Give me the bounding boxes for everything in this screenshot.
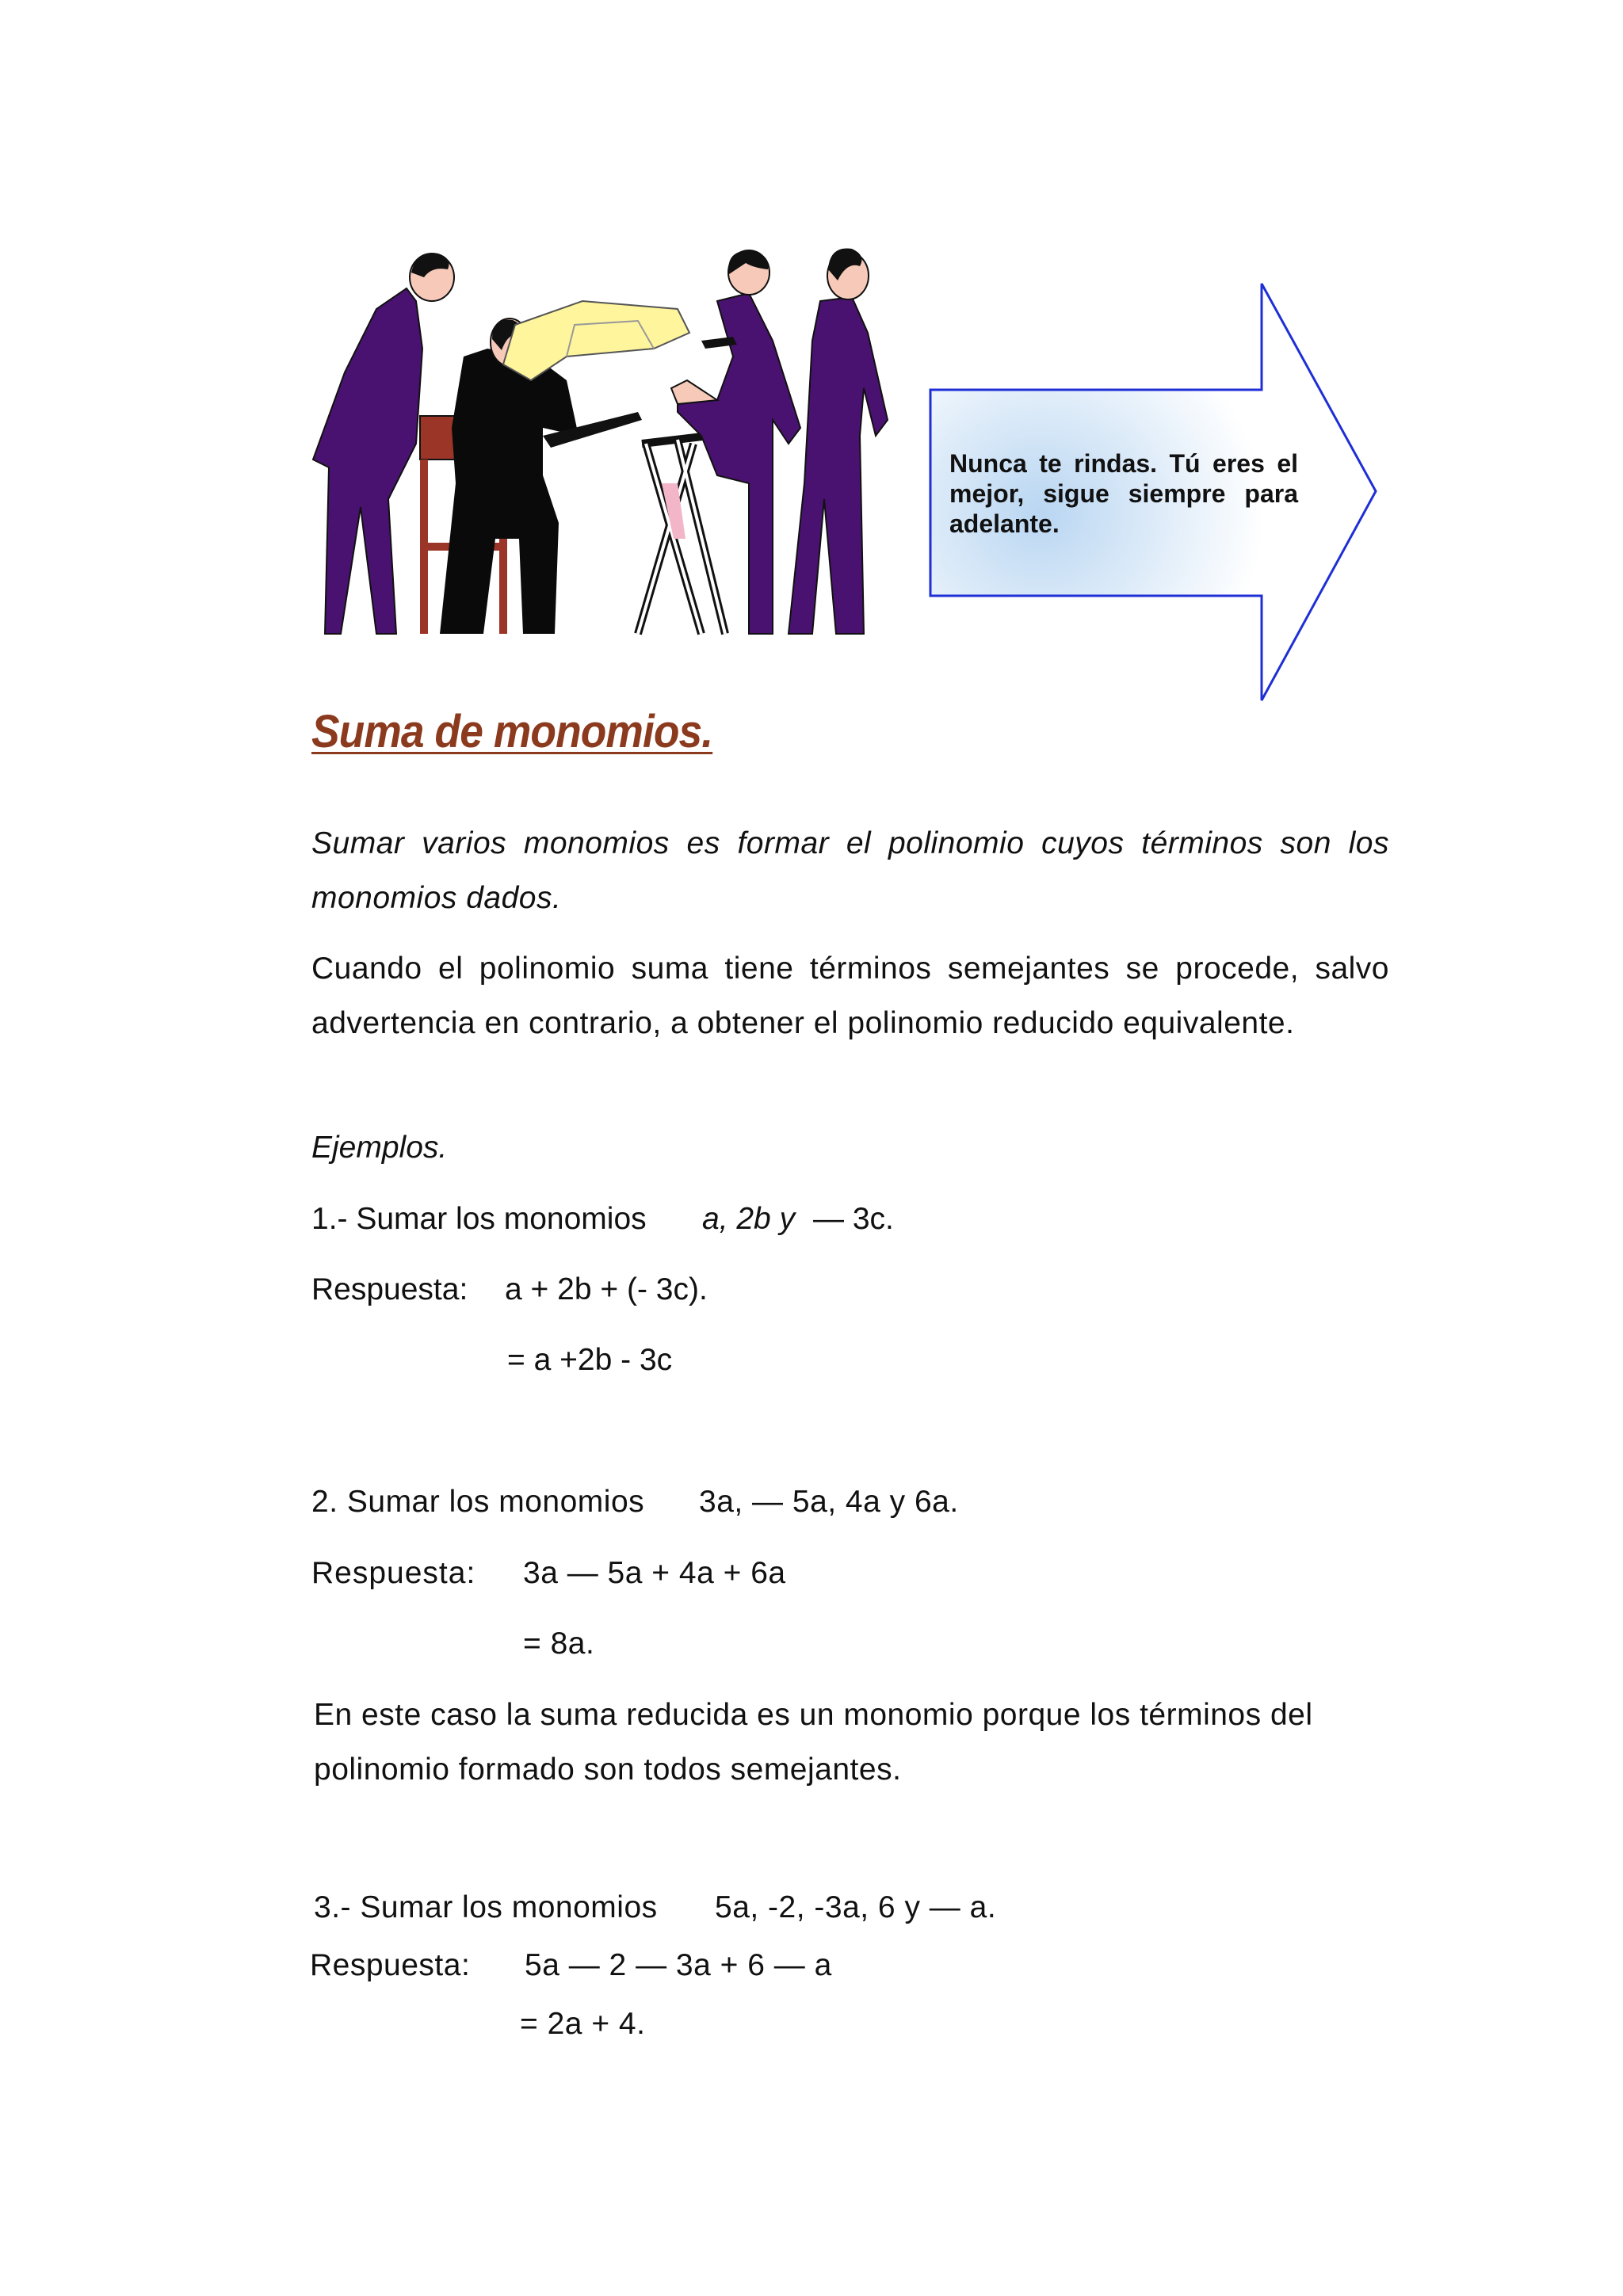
example2-step1: 3a — 5a + 4a + 6a [523,1556,786,1590]
example1-step1: a + 2b + (- 3c). [505,1272,708,1306]
examples-heading: Ejemplos. [311,1131,448,1165]
example1-answer-label: Respuesta: [311,1272,468,1306]
example2-terms: 3a, — 5a, 4a y 6a. [699,1485,959,1519]
example3-answer-label: Respuesta: [310,1948,471,1982]
standing-man-right-figure [789,249,888,634]
example1-prompt: 1.- Sumar los monomios [311,1202,647,1236]
bending-man-figure [671,250,800,634]
example3-prompt: 3.- Sumar los monomios [314,1890,658,1924]
page-title: Suma de monomios. [311,706,713,757]
callout-text: Nunca te rindas. Tú eres el mejor, sigue siempre para adelante. [949,449,1298,538]
rule-paragraph: Cuando el polinomio suma tiene términos semejantes se procede, salvo advertencia en contrario, a obtener el polinomio reducido equivalente. [311,952,1389,1040]
example1-step2: = a +2b - 3c [507,1343,673,1377]
example3-step2: = 2a + 4. [520,2007,646,2041]
example2-answer-label: Respuesta: [311,1556,476,1590]
definition-paragraph: Sumar varios monomios es formar el polinomio cuyos términos son los monomios dados. [311,826,1389,915]
example2-note: En este caso la suma reducida es un monomio porque los términos del polinomio formado son todos semejantes. [314,1698,1313,1787]
meeting-illustration [305,222,923,662]
example3-step1: 5a — 2 — 3a + 6 — a [525,1948,832,1982]
example3-terms: 5a, -2, -3a, 6 y — a. [715,1890,997,1924]
example2-step2: = 8a. [523,1627,595,1661]
example1-terms: a, 2b y [702,1202,796,1236]
example2-prompt: 2. Sumar los monomios [311,1485,645,1519]
example1-terms-tail: — 3c. [813,1202,894,1236]
document-figure [503,301,689,380]
